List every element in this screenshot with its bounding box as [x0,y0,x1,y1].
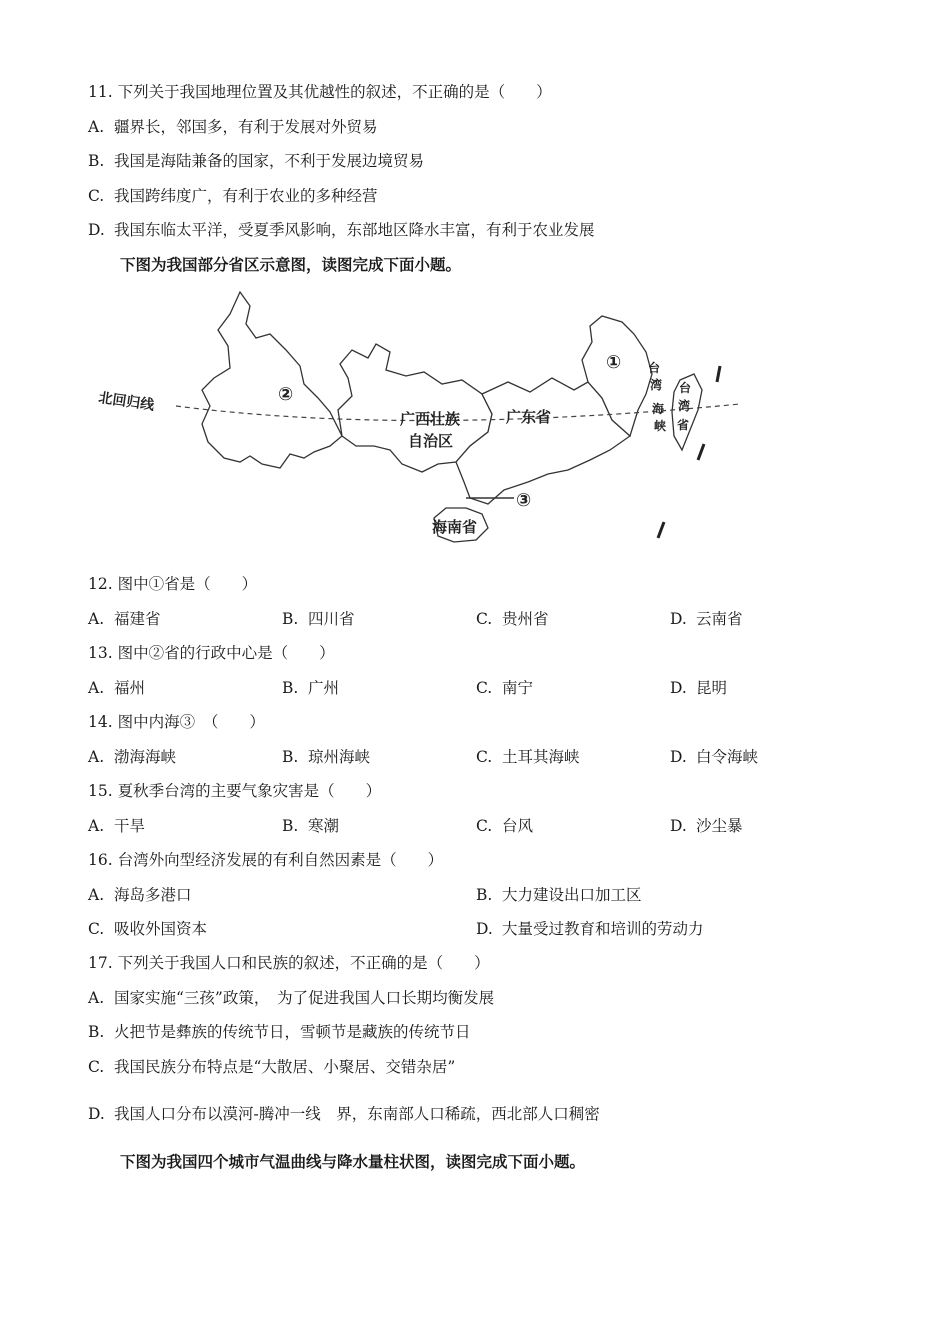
option-letter: D. [670,817,687,835]
option-text: 南宁 [502,679,534,697]
option-text: 土耳其海峡 [502,748,580,766]
q13-option-a [88,678,145,698]
option-text: 我国跨纬度广，有利于农业的多种经营 [114,187,378,205]
label-strait-char: 海 [652,402,665,416]
q17-option-a [88,988,494,1008]
option-letter: C. [476,610,493,628]
q16-stem: 16. 台湾外向型经济发展的有利自然因素是（ ） [88,851,444,869]
option-letter: B. [282,748,299,766]
option-letter: B. [282,679,299,697]
option-letter: D. [670,748,687,766]
option-text: 我国民族分布特点是“大散居、小聚居、交错杂居” [114,1058,456,1076]
option-text: 海岛多港口 [114,886,192,904]
q12-option-c [476,609,549,629]
option-text: 渤海海峡 [114,748,177,766]
sea-boundary-mark [717,366,720,382]
q17-option-b [88,1022,471,1042]
q15-stem: 15. 夏秋季台湾的主要气象灾害是（ ） [88,782,382,800]
option-letter: A. [88,679,105,697]
q11-option-d [88,220,595,240]
label-strait-char: 湾 [650,378,663,392]
q12-option-b [282,609,355,629]
option-text: 福建省 [114,610,161,628]
q16-option-d [476,919,704,939]
option-letter: A. [88,989,105,1007]
option-letter: C. [88,187,105,205]
option-letter: D. [88,221,105,239]
label-taiwan-char: 台 [679,381,692,395]
option-letter: C. [88,1058,105,1076]
option-text: 四川省 [308,610,355,628]
q13-option-d [670,678,727,698]
label-strait-char: 峡 [654,419,667,433]
q15-option-c [476,816,533,836]
sea-boundary-mark [698,444,704,460]
marker-1: ① [606,352,622,373]
map-intro: 下图为我国部分省区示意图，读图完成下面小题。 [120,256,462,274]
option-letter: A. [88,118,105,136]
province-map [90,286,750,556]
option-letter: B. [88,152,105,170]
q15-option-a [88,816,145,836]
option-text: 大力建设出口加工区 [502,886,642,904]
label-taiwan-char: 省 [677,418,690,432]
q14-option-c [476,747,580,767]
q12-option-d [670,609,743,629]
q13-option-b [282,678,339,698]
q14-option-d [670,747,758,767]
option-letter: C. [476,748,493,766]
option-text: 贵州省 [502,610,549,628]
option-letter: B. [282,610,299,628]
option-letter: C. [476,679,493,697]
option-letter: B. [88,1023,105,1041]
option-letter: B. [282,817,299,835]
sea-boundary-mark [658,522,664,538]
option-text: 台风 [502,817,534,835]
option-letter: A. [88,748,105,766]
option-text: 白令海峡 [696,748,759,766]
marker-2: ② [278,384,294,405]
province-outline-2 [202,292,342,468]
q13-stem: 13. 图中②省的行政中心是（ ） [88,644,335,662]
chart-intro: 下图为我国四个城市气温曲线与降水量柱状图，读图完成下面小题。 [120,1153,586,1171]
option-text: 琼州海峡 [308,748,371,766]
option-text: 广州 [308,679,340,697]
option-text: 干旱 [114,817,146,835]
q11-option-a [88,117,378,137]
marker-3: ③ [516,490,532,511]
q16-option-a [88,885,192,905]
option-letter: C. [476,817,493,835]
q17-stem: 17. 下列关于我国人口和民族的叙述，不正确的是（ ） [88,954,490,972]
q16-option-b [476,885,642,905]
option-letter: B. [476,886,493,904]
option-text: 火把节是彝族的传统节日，雪顿节是藏族的传统节日 [114,1023,471,1041]
q12-option-a [88,609,161,629]
option-text: 寒潮 [308,817,340,835]
option-text: 我国人口分布以漠河-腾冲一线 界，东南部人口稀疏，西北部人口稠密 [114,1105,600,1123]
option-letter: D. [88,1105,105,1123]
q17-option-c [88,1057,455,1077]
q11-option-b [88,151,424,171]
option-text: 昆明 [696,679,728,697]
label-guangxi-line2: 自治区 [408,432,454,450]
option-letter: D. [670,679,687,697]
option-letter: D. [670,610,687,628]
option-letter: D. [476,920,493,938]
q12-stem: 12. 图中①省是（ ） [88,575,258,593]
option-text: 我国东临太平洋，受夏季风影响，东部地区降水丰富，有利于农业发展 [114,221,595,239]
option-letter: A. [88,817,105,835]
q17-option-d [88,1104,600,1124]
option-text: 吸收外国资本 [114,920,208,938]
q11-option-c [88,186,378,206]
label-guangxi-line1: 广西壮族 [400,410,461,428]
tropic-label: 北回归线 [97,390,156,414]
option-text: 沙尘暴 [696,817,743,835]
option-text: 大量受过教育和培训的劳动力 [502,920,704,938]
q15-option-d [670,816,743,836]
option-text: 福州 [114,679,146,697]
q14-option-b [282,747,370,767]
label-taiwan-char: 湾 [678,399,691,413]
option-text: 国家实施“三孩”政策， 为了促进我国人口长期均衡发展 [114,989,495,1007]
option-letter: A. [88,886,105,904]
q14-option-a [88,747,176,767]
option-letter: C. [88,920,105,938]
option-text: 云南省 [696,610,743,628]
q15-option-b [282,816,339,836]
label-guangdong: 广东省 [506,408,552,426]
q11-stem: 11. 下列关于我国地理位置及其优越性的叙述，不正确的是（ ） [88,83,552,101]
option-text: 疆界长，邻国多，有利于发展对外贸易 [114,118,378,136]
q14-stem: 14. 图中内海③ （ ） [88,713,265,731]
q13-option-c [476,678,533,698]
option-text: 我国是海陆兼备的国家，不利于发展边境贸易 [114,152,425,170]
label-hainan: 海南省 [432,518,478,536]
option-letter: A. [88,610,105,628]
q16-option-c [88,919,207,939]
label-strait-char: 台 [648,361,661,375]
